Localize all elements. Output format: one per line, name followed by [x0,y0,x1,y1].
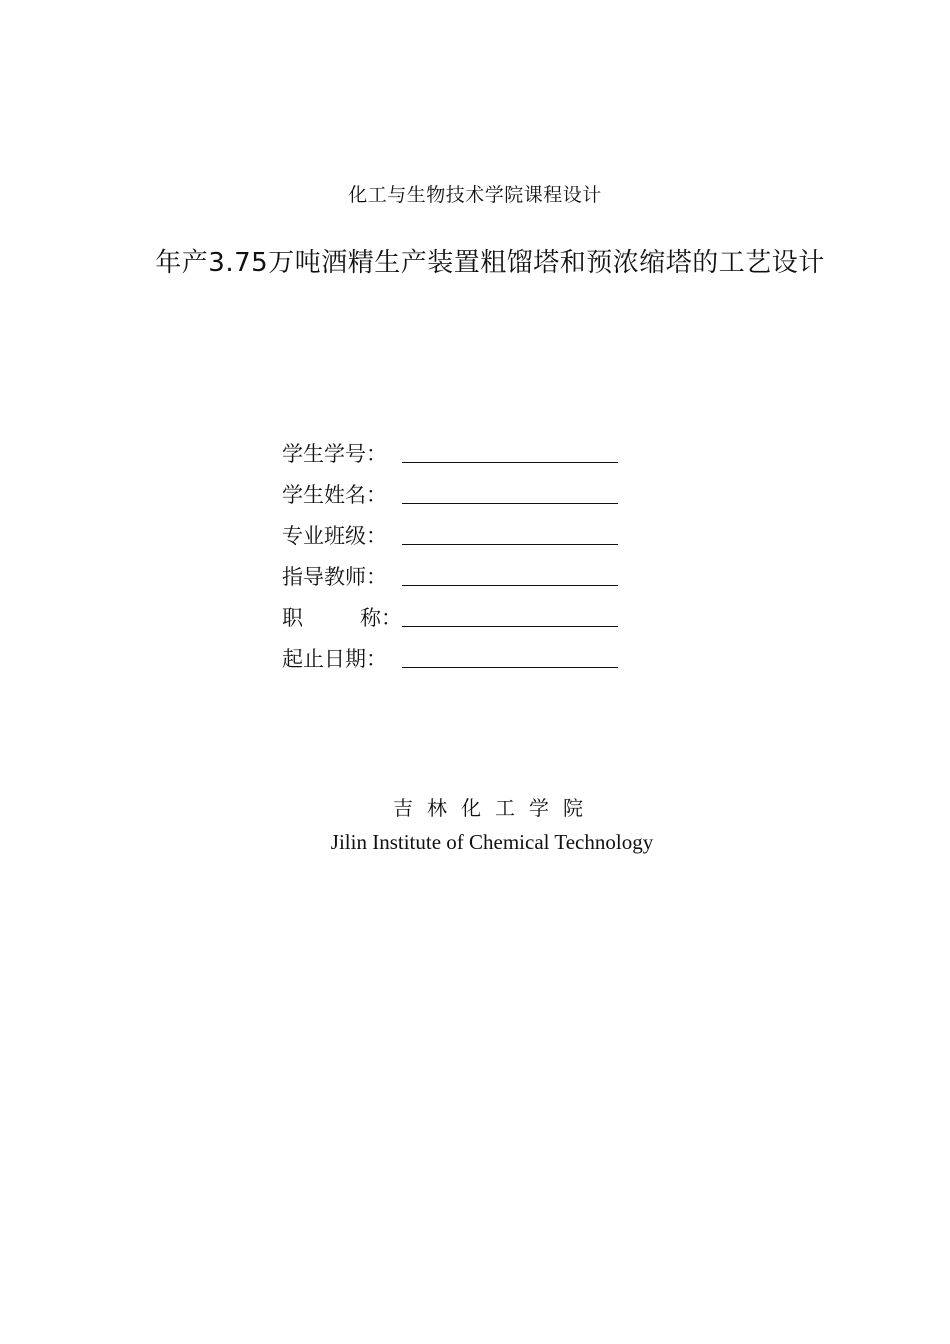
advisor-blank-line [402,585,618,586]
form-row-date-range [282,633,642,674]
form-row-student-name [282,469,642,510]
student-name-blank-line [402,503,618,504]
school-name-chinese: 吉林化工学院 [393,796,597,820]
advisor-label: 指导教师： [282,565,387,589]
date-range-label: 起止日期： [282,647,387,671]
major-class-blank-line [402,544,618,545]
date-range-blank-line [402,667,618,668]
major-class-label: 专业班级： [282,524,387,548]
student-name-label: 学生姓名： [282,483,387,507]
form-row-title-rank [282,592,642,633]
form-row-major-class [282,510,642,551]
title-rank-label-part-2: 称： [360,606,402,630]
document-title: 年产3.75万吨酒精生产装置粗馏塔和预浓缩塔的工艺设计 [155,248,825,278]
title-rank-blank-line [402,626,618,627]
title-rank-label [282,603,402,633]
form-row-advisor [282,551,642,592]
student-id-label: 学生学号： [282,442,387,466]
student-info-form [282,428,642,674]
form-row-student-id [282,428,642,469]
school-name-english: Jilin Institute of Chemical Technology [330,830,654,854]
course-design-subtitle: 化工与生物技术学院课程设计 [348,184,602,206]
student-id-blank-line [402,462,618,463]
title-rank-label-part-1: 职 [282,606,303,630]
